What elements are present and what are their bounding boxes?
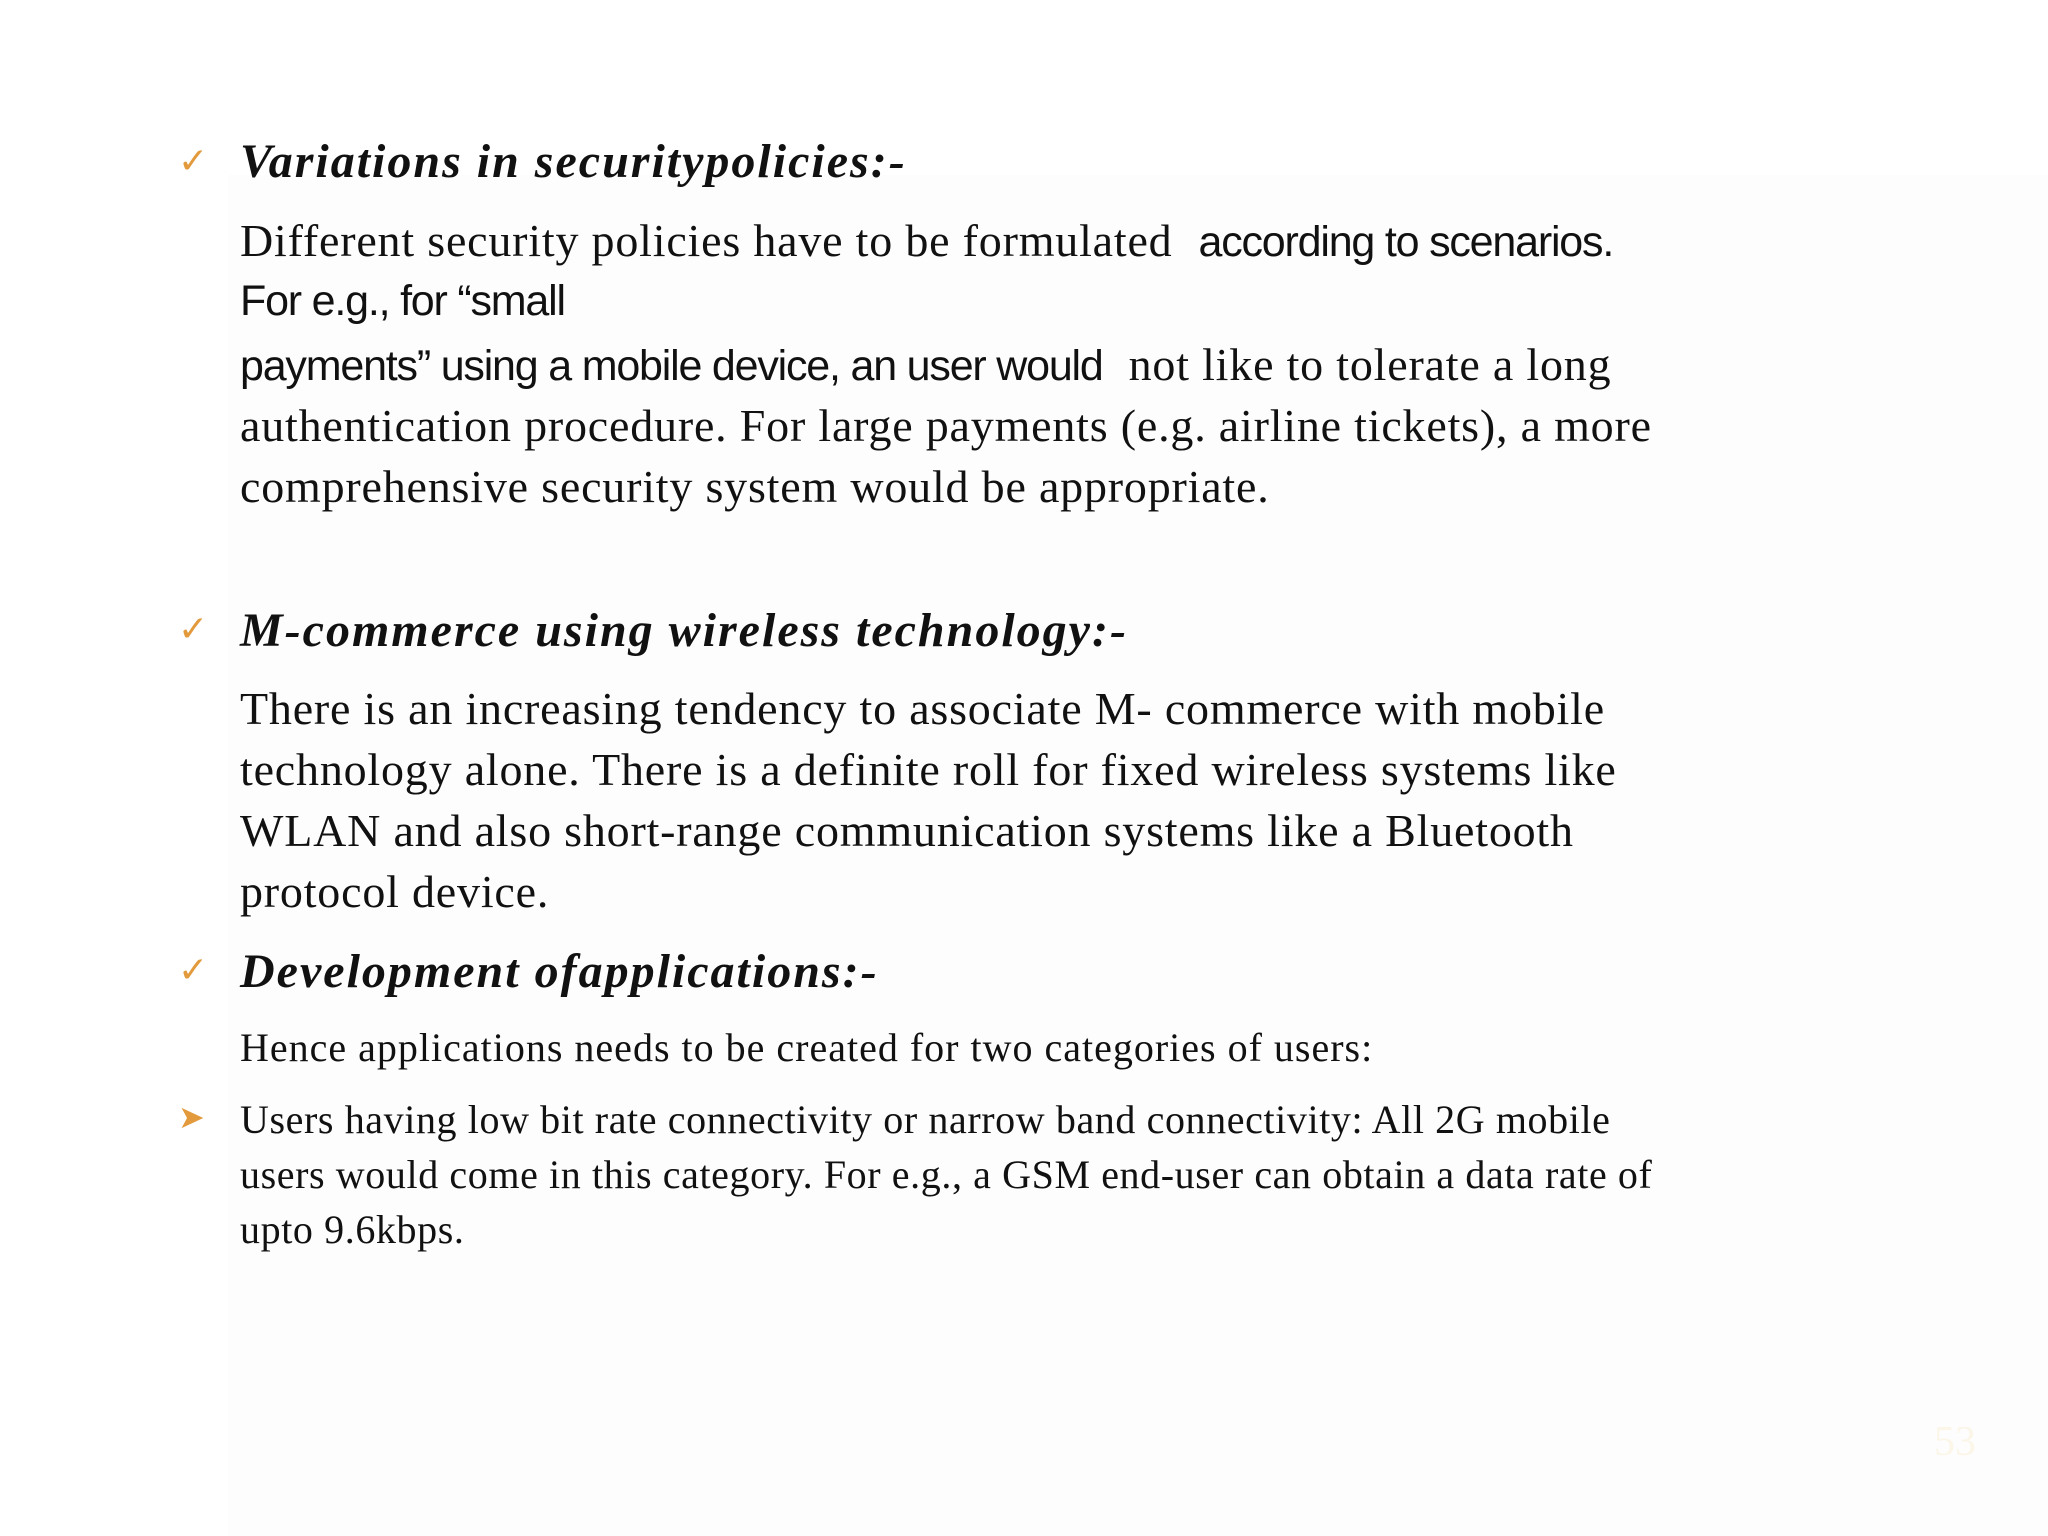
text-segment: payments” using a mobile device, an user would <box>240 342 1103 390</box>
text-segment: For e.g., for “small <box>240 277 565 325</box>
section-heading: Development ofapplications:- <box>240 945 879 998</box>
text-line: authentication procedure. For large payments (e.g. airline tickets), a more <box>240 400 1652 451</box>
text-segment: according to scenarios. <box>1198 218 1614 266</box>
bullet-line: Users having low bit rate connectivity or narrow band connectivity: All 2G mobile <box>240 1097 1611 1142</box>
text-line: comprehensive security system would be appropriate. <box>240 461 1270 512</box>
text-line: technology alone. There is a definite roll for fixed wireless systems like <box>240 744 1617 795</box>
text-line: protocol device. <box>240 866 550 917</box>
checkmark-icon: ✓ <box>178 141 209 182</box>
text-line <box>240 214 1613 267</box>
text-segment: not like to tolerate a long <box>1128 339 1612 390</box>
bullet-line: upto 9.6kbps. <box>240 1207 465 1252</box>
page-number: 53 <box>1934 1419 1976 1465</box>
text-line <box>240 338 1611 391</box>
section-heading: M-commerce using wireless technology:- <box>240 604 1128 657</box>
text-line: There is an increasing tendency to associate M- commerce with mobile <box>240 683 1605 734</box>
checkmark-icon: ✓ <box>178 950 209 991</box>
checkmark-icon: ✓ <box>178 609 209 650</box>
text-segment: Different security policies have to be formulated <box>240 215 1173 266</box>
bullet-line: users would come in this category. For e.g., a GSM end-user can obtain a data rate of <box>240 1152 1653 1197</box>
text-line: WLAN and also short-range communication systems like a Bluetooth <box>240 805 1574 856</box>
intro-line: Hence applications needs to be created for two categories of users: <box>240 1025 1374 1070</box>
arrowhead-bullet-icon: ➤ <box>178 1098 205 1136</box>
text-line <box>240 277 565 326</box>
section-heading: Variations in securitypolicies:- <box>240 135 907 188</box>
